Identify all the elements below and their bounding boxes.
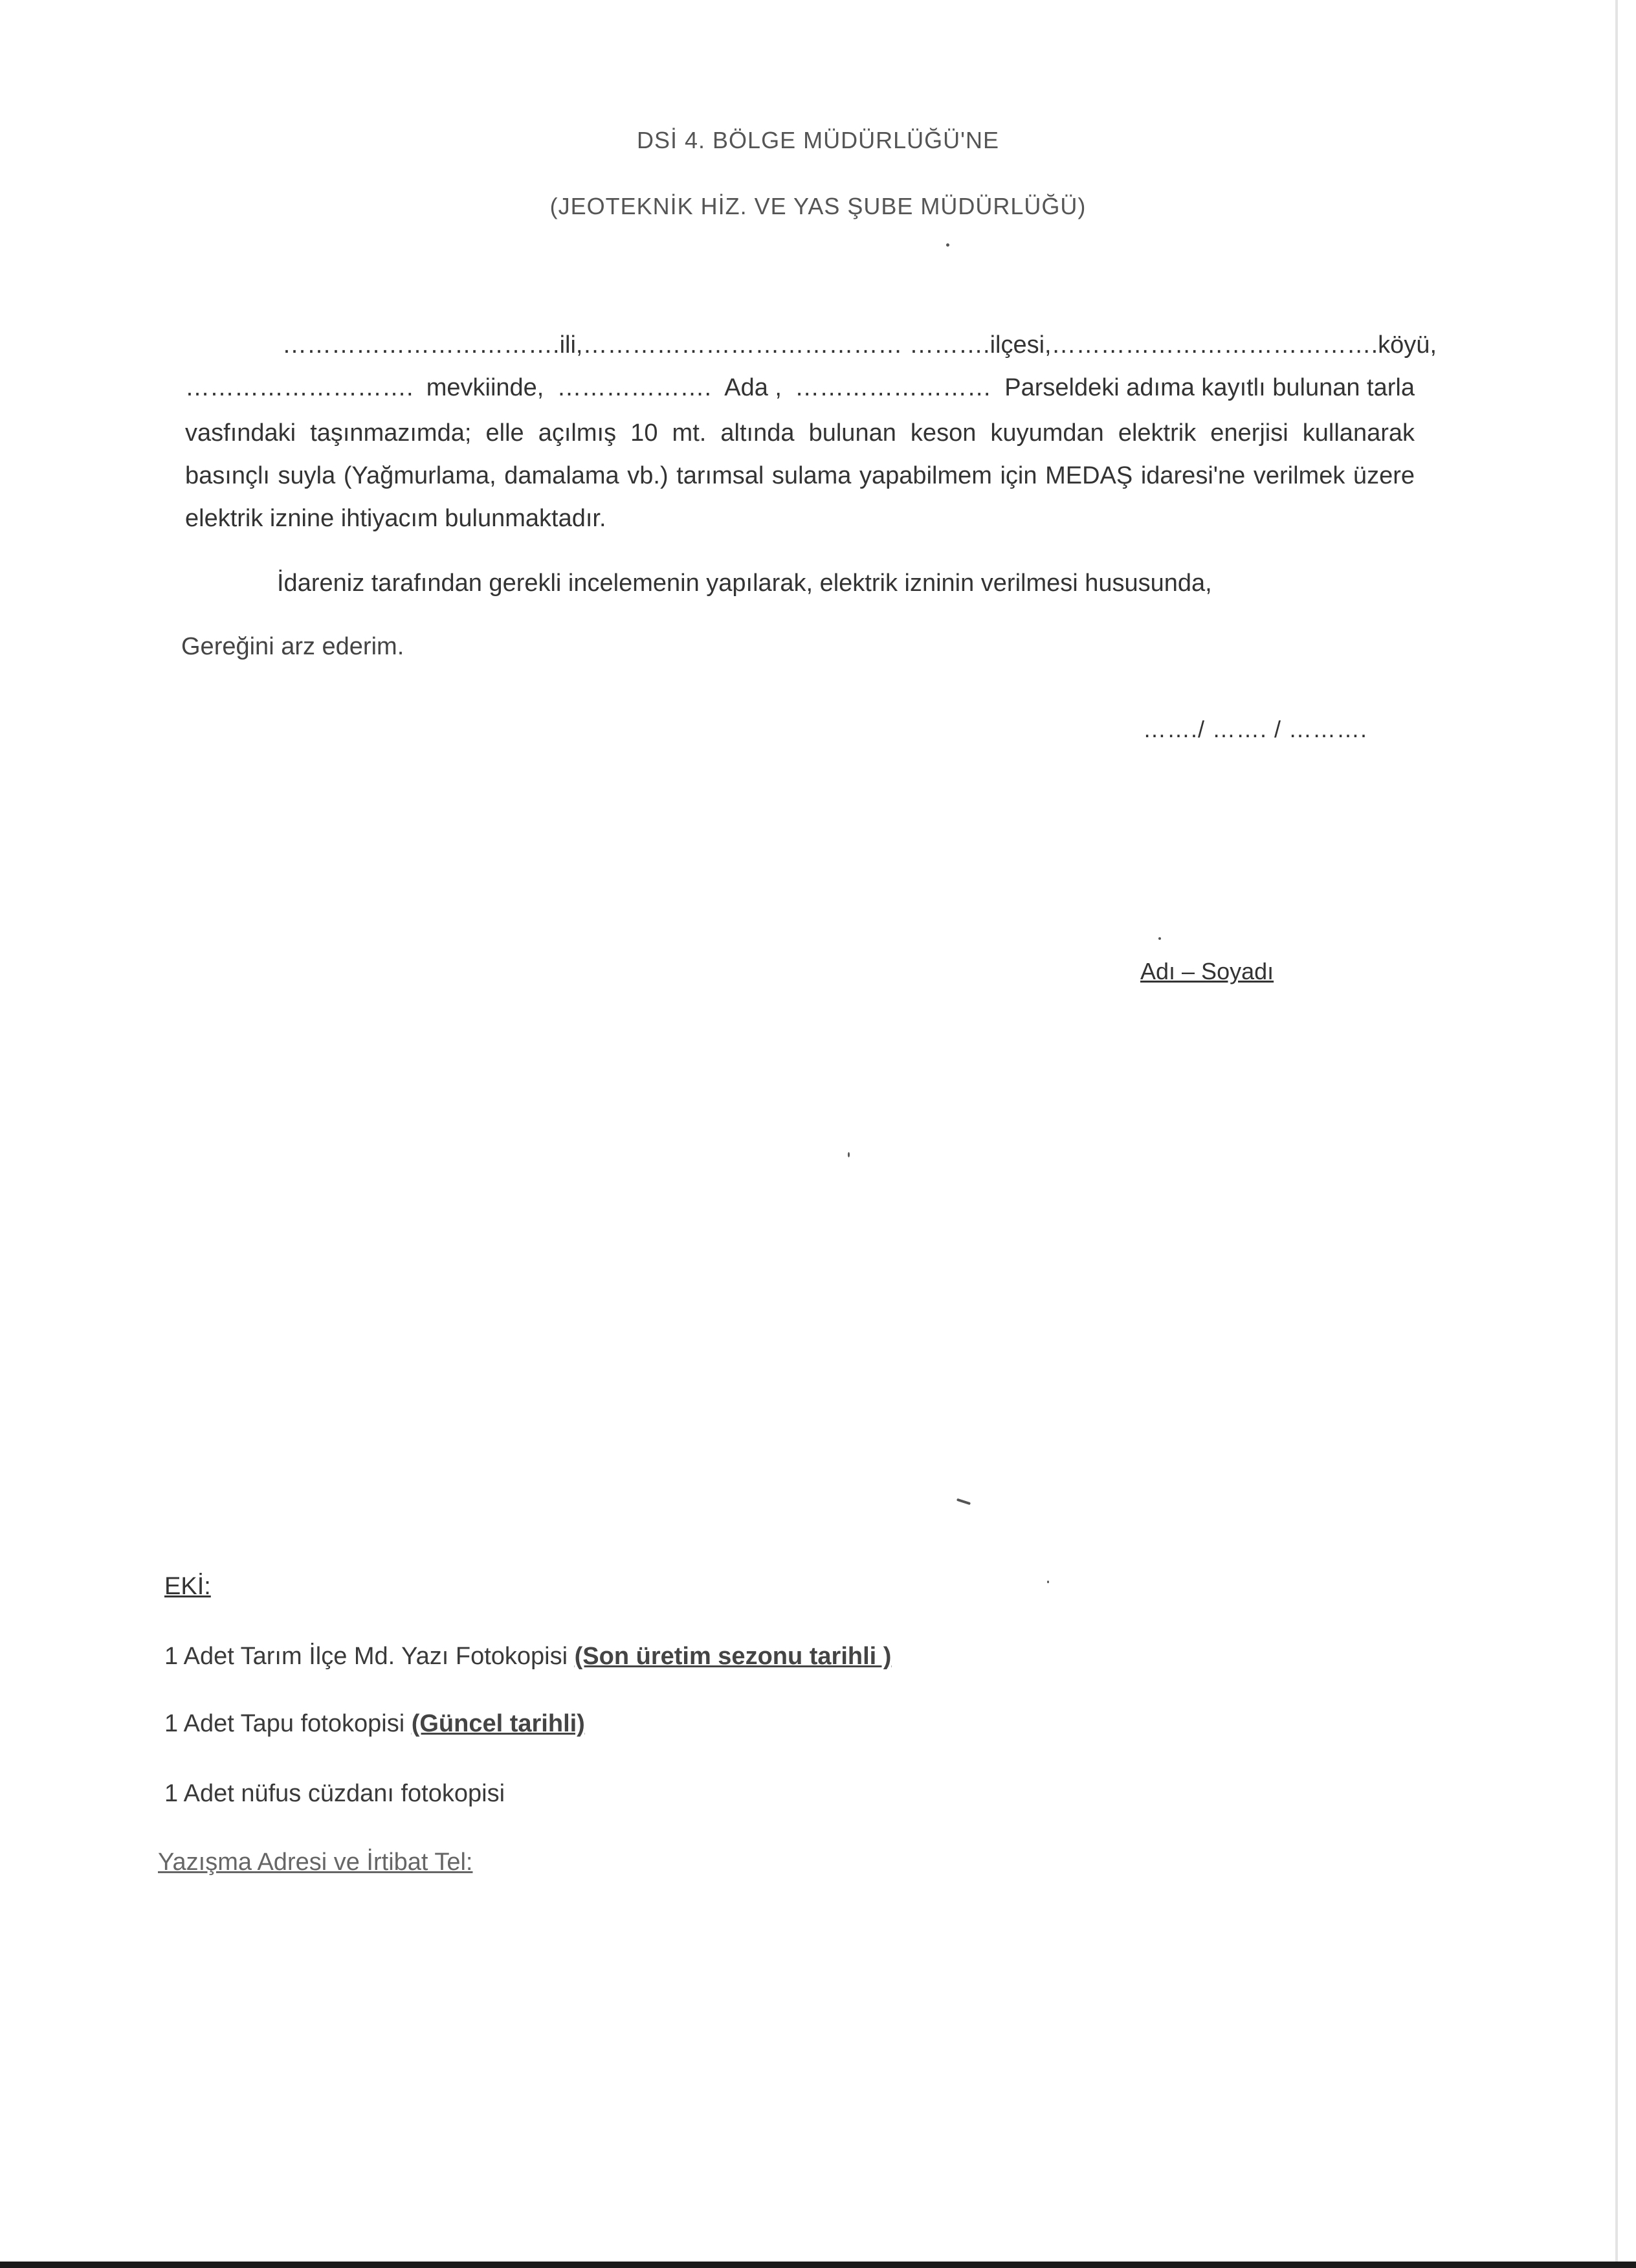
scan-speck [946,243,949,247]
addressee-heading: DSİ 4. BÖLGE MÜDÜRLÜĞÜ'NE [637,127,999,153]
signature-name-label: Adı – Soyadı [1140,958,1274,984]
ilce-label: ilçesi, [989,331,1052,359]
mevki-blank: ………………………. [185,374,414,401]
attachment-text: 1 Adet nüfus cüzdanı fotokopisi [164,1780,505,1807]
attachment-note: (Son üretim sezonu tarihli ) [574,1643,892,1670]
contact-label: Yazışma Adresi ve İrtibat Tel: [158,1849,473,1876]
parsel-blank: …………………… [795,374,992,401]
date-placeholder: ……./ ……. / ………. [1143,716,1368,742]
location-fields-row-1 [185,331,1437,359]
addressee-subheading: (JEOTEKNİK HİZ. VE YAS ŞUBE MÜDÜRLÜĞÜ) [549,193,1087,219]
koy-label: köyü, [1378,331,1437,359]
request-closing-paragraph: İdareniz tarafından gerekli incelemenin yapılarak, elektrik izninin verilmesi hususunda, [277,570,1212,597]
ada-blank: ………………. [557,374,712,401]
attachment-note: (Güncel tarihli) [411,1710,585,1737]
attachment-item [164,1710,585,1738]
scan-speck [1047,1581,1049,1583]
location-fields-row-2 [185,374,1415,402]
il-blank: ……………………………. [282,331,560,359]
ilce-blank: ………………………………… ………. [582,331,990,359]
koy-blank: …………………………………. [1051,331,1378,359]
scan-speck [848,1152,850,1157]
closing-phrase: Gereğini arz ederim. [181,633,404,660]
attachment-item [164,1780,505,1808]
scan-speck [1158,937,1161,940]
attachment-text: 1 Adet Tapu fotokopisi [164,1710,412,1737]
scan-bottom-edge [0,2262,1636,2268]
ada-label: Ada , [724,374,782,401]
mevki-label: mevkiinde, [426,374,544,401]
request-paragraph: vasfındaki taşınmazımda; elle açılmış 10 mt. altında bulunan keson kuyumdan elektrik enerjisi kullanarak basınçlı suyla (Yağmurlama, damalama vb.) tarımsal sulama yapabilmem için MEDAŞ idaresi'ne verilmek üzere elektrik iznine ihtiyacım bulunmaktadır. [185,419,1415,532]
attachment-item [164,1643,891,1671]
scan-right-edge [1615,0,1618,2268]
attachment-text: 1 Adet Tarım İlçe Md. Yazı Fotokopisi [164,1643,575,1670]
attachments-title: EKİ: [164,1573,211,1600]
il-label: ili, [559,331,583,359]
parsel-label: Parseldeki adıma kayıtlı bulunan tarla [1004,374,1415,401]
scan-speck [956,1498,971,1506]
